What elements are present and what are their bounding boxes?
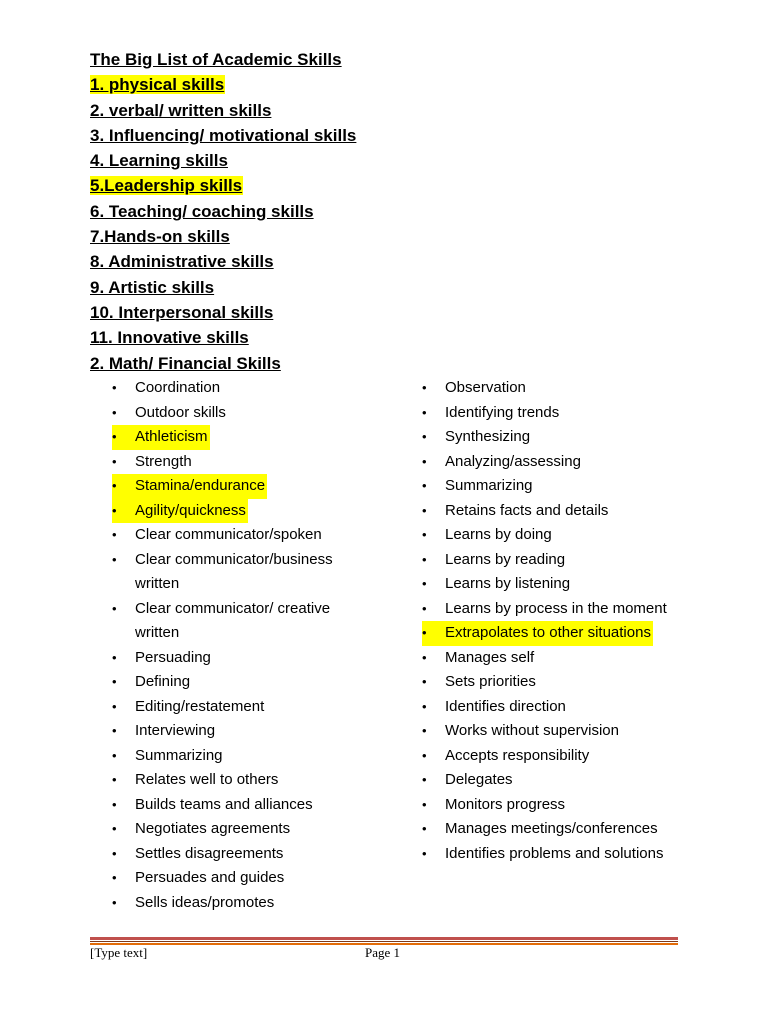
skill-item-text: Relates well to others xyxy=(135,771,279,788)
bullet-icon: • xyxy=(112,551,117,567)
skill-item-text: Clear communicator/ creative written xyxy=(135,599,331,641)
bullet-icon: • xyxy=(422,453,427,469)
bullet-column-left xyxy=(112,376,372,915)
skill-heading xyxy=(90,148,357,173)
bullet-icon: • xyxy=(112,649,117,665)
bullet-icon: • xyxy=(112,821,117,836)
skill-item-text: Persuades and guides xyxy=(135,869,285,886)
skill-item-text: Delegates xyxy=(445,771,513,788)
skill-list-item xyxy=(422,793,692,818)
skill-list-item xyxy=(112,744,372,769)
skill-item-text: Synthesizing xyxy=(445,428,531,445)
skill-item-text: Editing/restatement xyxy=(135,697,265,715)
skill-list-item xyxy=(112,891,372,916)
bullet-icon: • xyxy=(422,600,427,616)
skill-item-text: Accepts responsibility xyxy=(445,746,590,764)
skill-heading-text: 3. Influencing/ motivational skills xyxy=(90,125,357,145)
skill-heading-text: 8. Administrative skills xyxy=(90,252,274,272)
skill-list-item xyxy=(422,572,692,597)
skill-list-item xyxy=(112,401,372,426)
skill-heading-text: 2. Math/ Financial Skills xyxy=(90,353,281,373)
skill-item-text: Identifies problems and solutions xyxy=(445,844,664,862)
skill-item-text: Builds teams and alliances xyxy=(135,795,313,813)
bullet-icon: • xyxy=(112,796,117,812)
bullet-icon: • xyxy=(422,478,427,493)
skill-item-text: Stamina/endurance xyxy=(135,477,266,494)
skills-heading-list xyxy=(90,47,357,376)
skill-item-text: Clear communicator/business written xyxy=(135,550,333,592)
skill-item-text: Outdoor skills xyxy=(135,403,226,421)
document-title: The Big List of Academic Skills xyxy=(90,50,342,69)
footer-type-text[interactable]: [Type text] xyxy=(90,945,148,960)
skill-item-text: Manages self xyxy=(445,648,535,666)
footer-rule-middle xyxy=(90,941,678,942)
skill-list-item xyxy=(422,744,692,769)
skill-item-text: Analyzing/assessing xyxy=(445,452,581,470)
skill-list-item xyxy=(422,670,692,695)
skill-item-text: Learns by process in the moment xyxy=(445,599,667,617)
skill-item-text: Strength xyxy=(135,452,192,470)
skill-item-text: Persuading xyxy=(135,648,211,666)
skill-item-text: Identifying trends xyxy=(445,403,560,421)
bullet-icon: • xyxy=(112,772,117,787)
bullet-icon: • xyxy=(422,502,427,518)
skill-heading xyxy=(90,199,357,224)
skill-heading-text: 9. Artistic skills xyxy=(90,277,215,297)
bullet-icon: • xyxy=(112,429,117,444)
skill-list-item xyxy=(422,621,653,646)
bullet-icon: • xyxy=(422,551,427,567)
skill-heading-text: 11. Innovative skills xyxy=(90,328,249,348)
skill-item-text: Settles disagreements xyxy=(135,844,284,862)
skill-heading-text: 5.Leadership skills xyxy=(90,176,243,196)
skill-list-item xyxy=(422,499,692,524)
bullet-icon: • xyxy=(422,380,427,395)
bullet-icon: • xyxy=(422,576,427,591)
skill-list-item xyxy=(422,719,692,744)
skill-item-text: Negotiates agreements xyxy=(135,820,291,837)
bullet-icon: • xyxy=(112,894,117,910)
skill-list-item xyxy=(112,597,372,646)
skill-item-text: Summarizing xyxy=(135,746,223,764)
bullet-icon: • xyxy=(112,600,117,616)
skill-list-item xyxy=(112,474,267,499)
skill-item-text: Sets priorities xyxy=(445,673,536,690)
bullet-icon: • xyxy=(422,527,427,542)
skill-list-item xyxy=(422,376,692,401)
skill-item-text: Identifies direction xyxy=(445,697,566,715)
skill-list-item xyxy=(422,817,692,842)
heading-container xyxy=(90,72,357,376)
skill-list-item xyxy=(112,842,372,867)
skill-list-item xyxy=(112,817,372,842)
skill-list-item xyxy=(422,597,692,622)
skill-list-item xyxy=(112,793,372,818)
skill-item-text: Agility/quickness xyxy=(135,501,246,519)
skill-list-item xyxy=(112,646,372,671)
bullet-icon: • xyxy=(112,674,117,689)
skill-item-text: Manages meetings/conferences xyxy=(445,820,658,837)
skill-item-text: Athleticism xyxy=(135,428,208,445)
bullet-icon: • xyxy=(112,502,117,518)
skill-heading xyxy=(90,300,357,325)
skill-list-item xyxy=(422,401,692,426)
skill-list-item xyxy=(112,695,372,720)
skill-list-item xyxy=(112,768,372,793)
skill-item-text: Clear communicator/spoken xyxy=(135,526,322,543)
skill-item-text: Sells ideas/promotes xyxy=(135,893,275,911)
skill-heading xyxy=(90,123,357,148)
footer-page-number: Page 1 xyxy=(365,945,401,960)
skill-item-text: Learns by listening xyxy=(445,575,571,592)
skill-list-item xyxy=(112,548,372,597)
bullet-icon: • xyxy=(422,772,427,787)
skill-list-item xyxy=(112,425,210,450)
skill-heading-text: 1. physical skills xyxy=(90,75,225,95)
skill-item-text: Works without supervision xyxy=(445,722,619,739)
skill-heading xyxy=(90,98,357,123)
skill-heading xyxy=(90,249,357,274)
bullet-icon: • xyxy=(422,796,427,812)
skill-heading xyxy=(90,325,357,350)
skill-list-item xyxy=(422,646,692,671)
bullet-column-right xyxy=(422,376,692,866)
skill-heading xyxy=(90,224,357,249)
skill-heading-text: 4. Learning skills xyxy=(90,151,228,171)
skill-item-text: Retains facts and details xyxy=(445,501,609,519)
bullet-icon: • xyxy=(422,649,427,665)
bullet-icon: • xyxy=(422,674,427,689)
skill-list-item xyxy=(112,376,372,401)
skill-heading xyxy=(90,173,357,198)
skill-heading xyxy=(90,275,357,300)
skill-item-text: Learns by doing xyxy=(445,526,552,543)
skill-list-item xyxy=(422,523,692,548)
bullet-icon: • xyxy=(112,478,117,493)
bullet-icon: • xyxy=(422,625,427,640)
skill-item-text: Coordination xyxy=(135,379,221,396)
skill-list-item xyxy=(112,450,372,475)
skill-item-text: Learns by reading xyxy=(445,550,566,568)
skill-heading-text: 2. verbal/ written skills xyxy=(90,100,272,120)
skill-list-item xyxy=(422,768,692,793)
skill-heading xyxy=(90,351,357,376)
skill-list-item xyxy=(422,474,692,499)
skill-list-item xyxy=(422,425,692,450)
skill-item-text: Summarizing xyxy=(445,477,533,494)
skill-list-item xyxy=(422,548,692,573)
skill-item-text: Monitors progress xyxy=(445,795,566,813)
bullet-icon: • xyxy=(112,453,117,469)
skill-item-text: Extrapolates to other situations xyxy=(445,624,651,641)
bullet-icon: • xyxy=(422,747,427,763)
bullet-icon: • xyxy=(422,723,427,738)
skill-heading xyxy=(90,72,357,97)
bullet-icon: • xyxy=(112,698,117,714)
skill-list-item xyxy=(112,719,372,744)
skill-list-item xyxy=(112,670,372,695)
skill-list-item xyxy=(422,842,692,867)
skill-heading-text: 10. Interpersonal skills xyxy=(90,302,274,322)
skill-list-item xyxy=(422,450,692,475)
skill-list-item xyxy=(112,866,372,891)
bullet-icon: • xyxy=(112,380,117,395)
skill-list-item xyxy=(112,499,248,524)
bullet-icon: • xyxy=(422,429,427,444)
bullet-icon: • xyxy=(112,527,117,542)
bullet-icon: • xyxy=(112,404,117,420)
bullet-icon: • xyxy=(422,821,427,836)
skill-heading-text: 6. Teaching/ coaching skills xyxy=(90,201,314,221)
skill-list-item xyxy=(112,523,372,548)
skill-item-text: Observation xyxy=(445,379,526,396)
skill-list-item xyxy=(422,695,692,720)
bullet-icon: • xyxy=(112,870,117,885)
skill-item-text: Defining xyxy=(135,673,191,690)
bullet-icon: • xyxy=(422,845,427,861)
bullet-icon: • xyxy=(422,698,427,714)
skill-item-text: Interviewing xyxy=(135,722,216,739)
footer-rule-top xyxy=(90,937,678,940)
bullet-icon: • xyxy=(112,747,117,763)
bullet-icon: • xyxy=(112,723,117,738)
bullet-icon: • xyxy=(422,404,427,420)
bullet-icon: • xyxy=(112,845,117,861)
skill-heading-text: 7.Hands-on skills xyxy=(90,227,230,247)
